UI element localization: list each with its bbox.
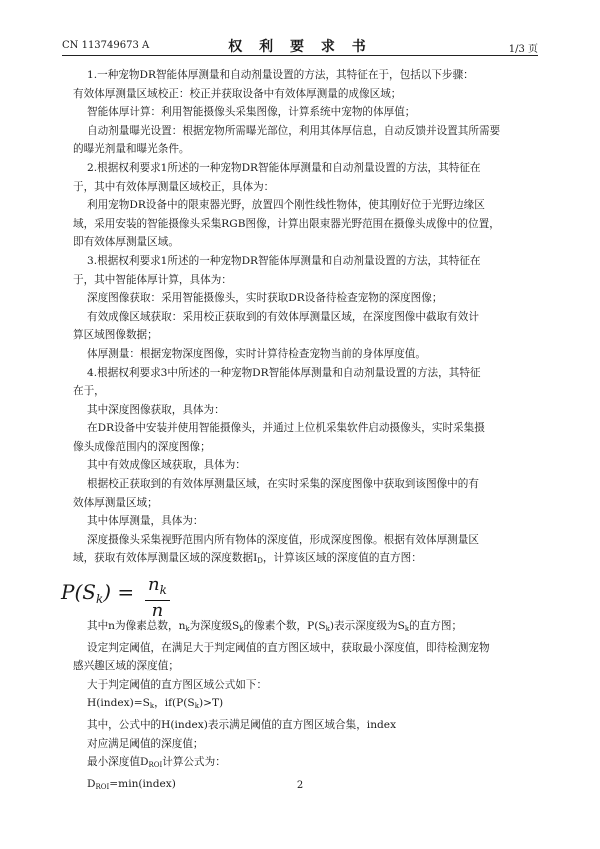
text-line: 其中深度图像获取，具体为：	[87, 403, 225, 416]
text-line: 其中有效成像区域获取，具体为：	[87, 459, 246, 472]
text-line: 于，其中智能体厚计算，具体为：	[73, 273, 232, 286]
text-line: 利用宠物DR设备中的限束器光野，放置四个刚性线性物体，使其刚好位于光野边缘区	[87, 199, 485, 212]
text-line: 其中，公式中的H(index)表示满足阈值的直方图区域合集，index	[87, 719, 397, 731]
text-line: 有效成像区域获取：采用校正获取到的有效体厚测量区域，在深度图像中截取有效计	[87, 310, 479, 323]
text-line: 深度摄像头采集视野范围内所有物体的深度值，形成深度图像。根据有效体厚测量区	[87, 533, 479, 546]
claim-4-line: 4.根据权利要求3中所述的一种宠物DR智能体厚测量和自动剂量设置的方法，其特征	[87, 366, 481, 379]
text-line: 效体厚测量区域；	[73, 496, 158, 509]
text-line: 于，其中有效体厚测量区域校正，具体为：	[73, 180, 275, 193]
text-line: 其中体厚测量，具体为：	[87, 515, 204, 528]
text-line: 其中n为像素总数，$n_k$为深度级$S_k$的像素个数，$P(S_k)$表示深度级为$S_k$的直方图；	[87, 620, 463, 634]
document-title: 权 利 要 求 书	[228, 39, 372, 55]
text-line: $H(index)=S_k$，$if(P(S_k)>T)$	[87, 697, 224, 711]
text-line: 大于判定阈值的直方图区域公式如下：	[87, 678, 268, 691]
page-number: 2	[296, 780, 304, 791]
text-line: 在DR设备中安装并使用智能摄像头，并通过上位机采集软件启动摄像头，实时采集摄	[87, 422, 485, 435]
text-line: $D_{ROI}=\min(index)$	[87, 777, 176, 791]
claim-3-line: 3.根据权利要求1所述的一种宠物DR智能体厚测量和自动剂量设置的方法，其特征在	[87, 254, 481, 267]
formula-lhs: $P(S_k)$ =	[61, 580, 135, 607]
claim-2-line: 2.根据权利要求1所述的一种宠物DR智能体厚测量和自动剂量设置的方法，其特征在	[87, 161, 481, 174]
text-line: 像头成像范围内的深度图像；	[73, 440, 211, 453]
claims-body	[61, 66, 517, 796]
text-line: 自动剂量曝光设置：根据宠物所需曝光部位，利用其体厚信息，自动反馈并设置其所需要	[87, 124, 501, 137]
text-line: 智能体厚计算：利用智能摄像头采集图像，计算系统中宠物的体厚值；	[87, 106, 416, 119]
text-line: 的曝光剂量和曝光条件。	[73, 143, 190, 156]
text-line: 域，获取有效体厚测量区域的深度数据$I_D$，计算该区域的深度值的直方图：	[73, 552, 422, 566]
publication-number: CN 113749673 A	[62, 40, 150, 51]
text-line: 根据校正获取到的有效体厚测量区域，在实时采集的深度图像中获取到该图像中的有	[87, 478, 479, 491]
text-line: 有效体厚测量区域校正：校正并获取设备中有效体厚测量的成像区域；	[73, 87, 402, 100]
text-line: 算区域图像数据；	[73, 329, 158, 342]
text-line: 即有效体厚测量区域。	[73, 236, 179, 249]
formula-denominator: n	[151, 600, 164, 622]
text-line: 域，采用安装的智能摄像头采集RGB图像，计算出限束器光野范围在摄像头成像中的位置，	[73, 217, 500, 230]
text-line: 体厚测量：根据宠物深度图像，实时计算待检查宠物当前的身体厚度值。	[87, 347, 426, 360]
claim-1-line: 1.一种宠物DR智能体厚测量和自动剂量设置的方法，其特征在于，包括以下步骤：	[87, 69, 474, 81]
text-line: 设定判定阈值，在满足大于判定阈值的直方图区域中，获取最小深度值，即待检测宠物	[87, 641, 490, 654]
formula-numerator: $n_k$	[145, 575, 170, 601]
text-line: 最小深度值$D_{ROI}$计算公式为：	[87, 756, 226, 770]
page-header	[62, 37, 538, 56]
text-line: 在于，	[73, 385, 105, 398]
text-line: 感兴趣区域的深度值；	[73, 660, 179, 673]
text-line: 对应满足阈值的深度值；	[87, 737, 204, 750]
page-info: 1/3 页	[508, 44, 538, 55]
text-line: 深度图像获取：采用智能摄像头，实时获取DR设备待检查宠物的深度图像；	[87, 292, 443, 305]
formula-fraction	[145, 575, 170, 621]
histogram-formula	[61, 574, 517, 622]
